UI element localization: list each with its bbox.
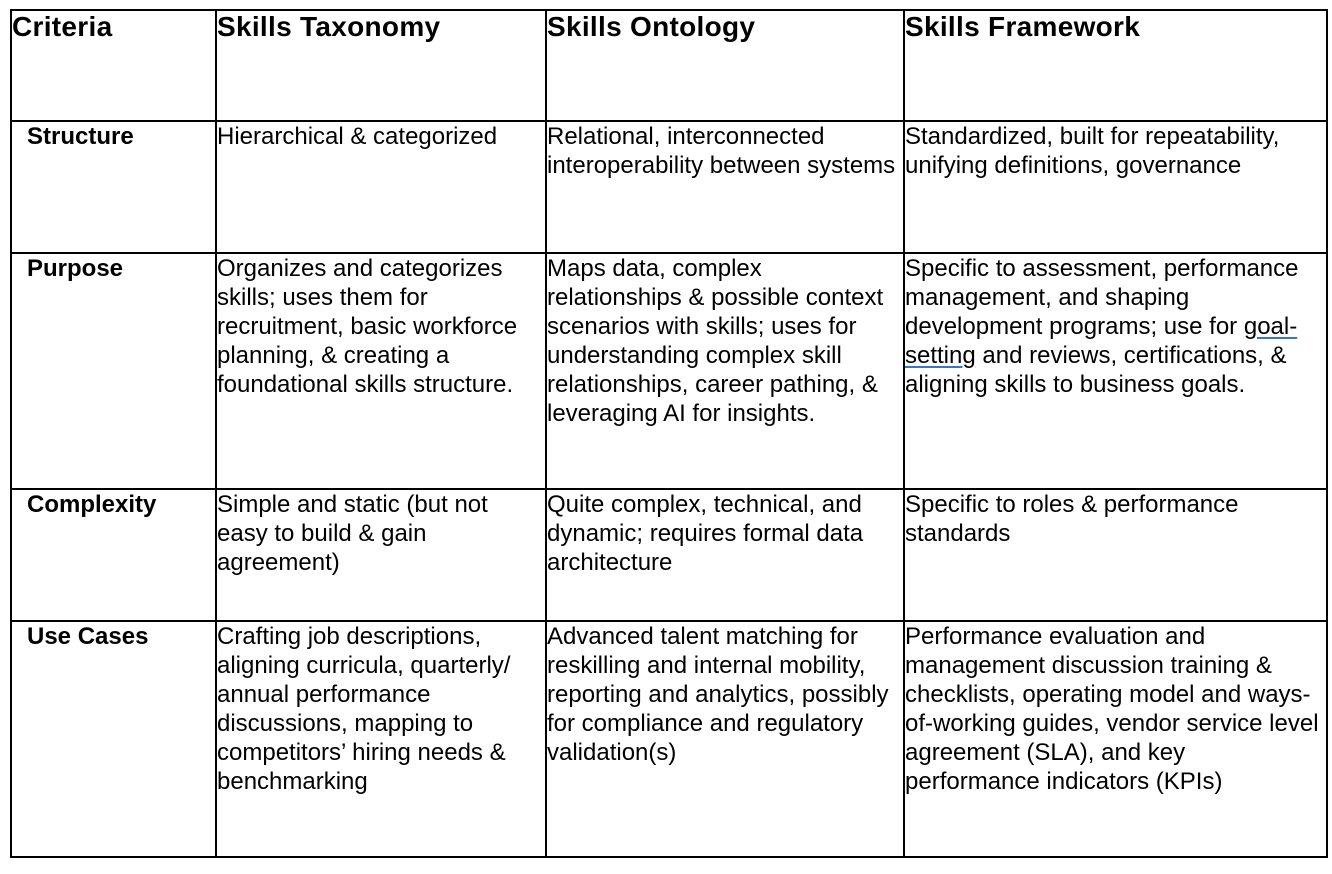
skills-comparison-table xyxy=(10,9,1328,858)
framework-text-pre: Specific to assessment, performance management, and shaping development programs; use for xyxy=(905,255,1299,340)
header-skills-taxonomy: Skills Taxonomy xyxy=(216,10,546,121)
framework-cell: Performance evaluation and management discussion training & checklists, operating model and ways-of-working guides, vendor service level agreement (SLA), and key performance indicators (KPIs) xyxy=(904,621,1327,857)
framework-cell xyxy=(904,253,1327,489)
table-row-use-cases xyxy=(11,621,1327,857)
framework-text-post: and reviews, certifications, & aligning skills to business goals. xyxy=(905,342,1287,398)
table-row-purpose xyxy=(11,253,1327,489)
taxonomy-cell: Organizes and categorizes skills; uses them for recruitment, basic workforce planning, & creating a foundational skills structure. xyxy=(216,253,546,489)
header-criteria: Criteria xyxy=(11,10,216,121)
ontology-cell: Maps data, complex relationships & possible context scenarios with skills; uses for understanding complex skill relationships, career pathing, & leveraging AI for insights. xyxy=(546,253,904,489)
taxonomy-cell: Simple and static (but not easy to build & gain agreement) xyxy=(216,489,546,621)
table-row-complexity xyxy=(11,489,1327,621)
criteria-cell: Use Cases xyxy=(11,621,216,857)
ontology-cell: Advanced talent matching for reskilling and internal mobility, reporting and analytics, possibly for compliance and regulatory validation(s) xyxy=(546,621,904,857)
header-skills-framework: Skills Framework xyxy=(904,10,1327,121)
goal-setting-link[interactable]: goal-setting xyxy=(905,313,1298,369)
ontology-cell: Relational, interconnected interoperability between systems xyxy=(546,121,904,253)
table-row-structure xyxy=(11,121,1327,253)
criteria-cell: Complexity xyxy=(11,489,216,621)
criteria-cell: Purpose xyxy=(11,253,216,489)
taxonomy-cell: Crafting job descriptions, aligning curricula, quarterly/ annual performance discussions, mapping to competitors’ hiring needs & benchmarking xyxy=(216,621,546,857)
header-row xyxy=(11,10,1327,121)
framework-cell: Specific to roles & performance standards xyxy=(904,489,1327,621)
criteria-cell: Structure xyxy=(11,121,216,253)
framework-cell: Standardized, built for repeatability, unifying definitions, governance xyxy=(904,121,1327,253)
header-skills-ontology: Skills Ontology xyxy=(546,10,904,121)
ontology-cell: Quite complex, technical, and dynamic; requires formal data architecture xyxy=(546,489,904,621)
taxonomy-cell: Hierarchical & categorized xyxy=(216,121,546,253)
